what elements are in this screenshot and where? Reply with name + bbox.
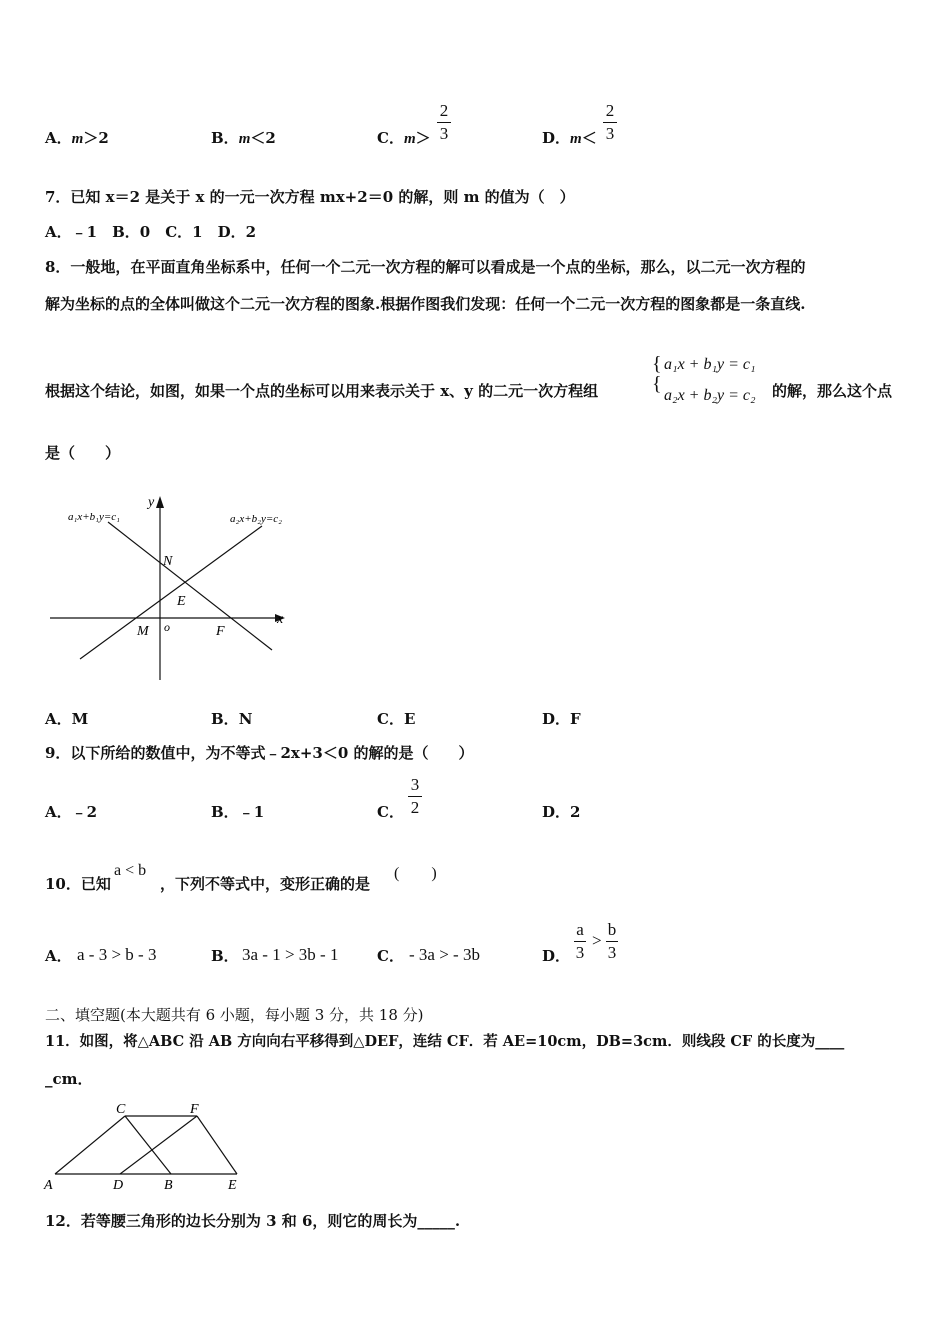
graph-point-n: N: [163, 554, 173, 569]
q6-d-label: D．: [542, 129, 571, 147]
q6-c-label: C．: [377, 129, 404, 147]
q9-c-fraction: [408, 775, 422, 818]
q9-b-value: ﹣1: [238, 803, 265, 821]
fig-label-c: C: [116, 1102, 126, 1117]
graph-line1-label: a₁x+b₁y=c₁: [68, 511, 120, 523]
q6-a-var: m: [71, 131, 84, 147]
q9-a-label: A．: [45, 803, 72, 821]
q8-system-brace: { {: [652, 353, 662, 395]
q8-a-label: A．: [45, 710, 72, 728]
section2-heading: 二、填空题(本大题共有 6 小题，每小题 3 分，共 18 分): [45, 1006, 424, 1024]
q10-stem-paren: ( ): [394, 865, 437, 882]
q10-stem-pre: 10．已知: [45, 875, 111, 893]
q9-option-c: [377, 801, 404, 822]
q10-d-denominator-a: 3: [575, 943, 585, 962]
q10-d-fraction-a: [574, 920, 586, 963]
graph-point-f: F: [216, 624, 225, 639]
q10-d-numerator-b: b: [607, 920, 617, 939]
q6-d-denominator: 3: [605, 124, 615, 143]
q10-option-c-label: C．: [377, 947, 404, 965]
q9-option-b: [211, 801, 264, 822]
q6-c-rel: ＞: [415, 129, 431, 147]
q6-d-numerator: 2: [605, 101, 615, 120]
q12-stem: 12．若等腰三角形的边长分别为 3 和 6，则它的周长为_____.: [45, 1212, 461, 1230]
q8-b-label: B．: [211, 710, 239, 728]
q7-options: A．﹣1 B．0 C．1 D．2: [45, 223, 257, 241]
q10-stem-math: a < b: [114, 862, 147, 879]
q10-option-b-label: B．: [211, 947, 239, 965]
q10-option-c-expr: - 3a > - 3b: [409, 945, 480, 964]
q9-c-numerator: 3: [410, 775, 420, 794]
q9-d-value: 2: [570, 803, 581, 821]
q6-b-label: B．: [211, 129, 239, 147]
q6-d-fraction: [603, 101, 617, 144]
q8-stem-line1: 8．一般地，在平面直角坐标系中，任何一个二元一次方程的解可以看成是一个点的坐标，那么，以二元一次方程的: [45, 258, 806, 276]
fig-label-d: D: [113, 1178, 124, 1193]
q8-c-value: E: [403, 710, 416, 728]
graph-y-label: y: [148, 495, 155, 510]
q6-option-d: [542, 127, 597, 148]
fig-label-f: F: [190, 1102, 199, 1117]
q8-graph: [40, 488, 310, 688]
q6-a-label: A．: [45, 129, 72, 147]
q9-a-value: ﹣2: [71, 803, 98, 821]
fig-label-e: E: [228, 1178, 237, 1193]
q11-stem-line1: 11．如图，将△ABC 沿 AB 方向向右平移得到△DEF，连结 CF．若 AE=10cm，DB=3cm．则线段 CF 的长度为____: [45, 1033, 845, 1050]
q8-option-a: [45, 708, 88, 729]
q9-option-a: [45, 801, 97, 822]
q9-b-label: B．: [211, 803, 239, 821]
q6-c-var: m: [403, 131, 416, 147]
q6-c-denominator: 3: [439, 124, 449, 143]
q8-stem-line4: 是（ ）: [45, 444, 121, 462]
graph-point-e: E: [177, 594, 186, 609]
q6-b-rel: ＜2: [250, 129, 276, 147]
q6-c-fraction: [437, 101, 451, 144]
q9-stem: 9．以下所给的数值中，为不等式﹣2x+3＜0 的解的是（ ）: [45, 744, 474, 762]
q6-option-c: [377, 127, 431, 148]
q8-d-label: D．: [542, 710, 571, 728]
q10-stem-post: ，下列不等式中，变形正确的是: [160, 875, 371, 893]
q8-d-value: F: [570, 710, 581, 728]
graph-line-1: [108, 522, 272, 650]
q6-c-numerator: 2: [439, 101, 449, 120]
q8-b-value: N: [238, 710, 253, 728]
q9-d-label: D．: [542, 803, 571, 821]
q8-stem-line3-post: 的解，那么这个点: [772, 382, 893, 400]
graph-line-2: [80, 526, 262, 659]
graph-point-m: M: [137, 624, 149, 639]
q7-stem: 7．已知 x＝2 是关于 x 的一元一次方程 mx+2＝0 的解，则 m 的值为（ ）: [45, 188, 575, 206]
q10-option-b-expr: 3a - 1 > 3b - 1: [242, 945, 339, 964]
fig-label-b: B: [164, 1178, 173, 1193]
q10-d-numerator-a: a: [576, 920, 584, 939]
q8-option-b: [211, 708, 252, 729]
fig-segment-fe: [197, 1116, 237, 1174]
graph-origin: o: [164, 620, 170, 634]
fig-segment-ac: [55, 1116, 125, 1174]
q8-system-eq2: a₂x + b₂y = c₂: [664, 387, 756, 404]
graph-line2-label: a₂x+b₂y=c₂: [230, 513, 282, 525]
q8-option-d: [542, 708, 581, 729]
q8-a-value: M: [71, 710, 89, 728]
q10-d-relation: >: [592, 931, 602, 950]
q6-option-b: [211, 127, 276, 148]
q10-d-fraction-b: [606, 920, 618, 963]
q9-c-denominator: 2: [410, 798, 420, 817]
q8-stem-line2: 解为坐标的点的全体叫做这个二元一次方程的图象.根据作图我们发现：任何一个二元一次方程的图象都是一条直线.: [45, 295, 806, 313]
q8-c-label: C．: [377, 710, 404, 728]
q6-option-a: [45, 127, 109, 148]
fig-label-a: A: [44, 1178, 53, 1193]
graph-x-label: x: [277, 612, 284, 627]
q8-option-c: [377, 708, 415, 729]
q10-option-a-label: A．: [45, 947, 72, 965]
q6-d-var: m: [570, 131, 582, 147]
q10-option-a-expr: a - 3 > b - 3: [77, 945, 157, 964]
q10-option-d-label: D．: [542, 947, 571, 965]
q6-a-rel: ＞2: [83, 129, 109, 147]
q6-b-var: m: [238, 131, 251, 147]
q8-system-eq1: a₁x + b₁y = c₁: [664, 356, 756, 373]
q11-figure: [40, 1098, 250, 1196]
q9-option-d: [542, 801, 580, 822]
q8-stem-line3-pre: 根据这个结论，如图，如果一个点的坐标可以用来表示关于 x、y 的二元一次方程组: [45, 382, 599, 400]
q6-d-rel: ＜: [581, 129, 597, 147]
q10-d-denominator-b: 3: [607, 943, 617, 962]
y-axis-arrow-icon: [156, 496, 164, 508]
q11-stem-line2: _cm．: [45, 1070, 93, 1088]
q9-c-label: C．: [377, 803, 404, 821]
